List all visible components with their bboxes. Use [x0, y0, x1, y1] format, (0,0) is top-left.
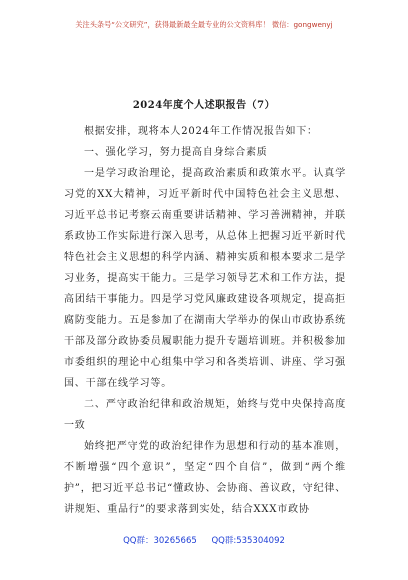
footer-qq-group-2: QQ群:535304092: [211, 536, 285, 546]
document-title: 2024年度个人述职报告（7）: [132, 100, 276, 111]
document-body: [64, 121, 346, 520]
paragraph-study: 一是学习政治理论，提高政治素质和政策水平。认真学习党的XX大精神，习近平新时代中国特色社会主义思想、习近平总书记考察云南重要讲话精神、学习善洲精神，并联系政协工作实际进行深入思考，从总体上把握习近平新时代特色社会主义思想的科学内涵、精神实质和根本要求二是学习业务，提高实干能力。三是学习领导艺术和工作方法，提高团结干事能力。四是学习党风廉政建设各项规定，提高拒腐防变能力。五是参加了在湖南大学举办的保山市政协系统干部及部分政协委员履职能力提升专题培训班。并积极参加市委组织的理论中心组集中学习和各类培训、讲座、学习强国、干部在线学习等。: [64, 168, 346, 389]
section-heading-1: 一、强化学习，努力提高自身综合素质: [84, 147, 268, 158]
footer-qq-groups: [0, 534, 408, 546]
promo-banner: 关注头条号“公文研究”，获得最新最全最专业的公文资料库！ 微信：gongwenyj: [75, 20, 333, 29]
footer-qq-group-1: QQ群：30265665: [123, 536, 197, 546]
paragraph-discipline: 始终把严守党的政治纪律作为思想和行动的基本准则，不断增强“四个意识”，坚定“四个自信”，做到“两个维护”，把习近平总书记“懂政协、会协商、善议政，守纪律、讲规矩、重品行”的要求落到实处，结合XXX市政协: [64, 441, 346, 515]
section-heading-2: 二、严守政治纪律和政治规矩，始终与党中央保持高度一致: [64, 399, 346, 431]
paragraph-intro: 根据安排，现将本人2024年工作情况报告如下：: [84, 126, 318, 137]
